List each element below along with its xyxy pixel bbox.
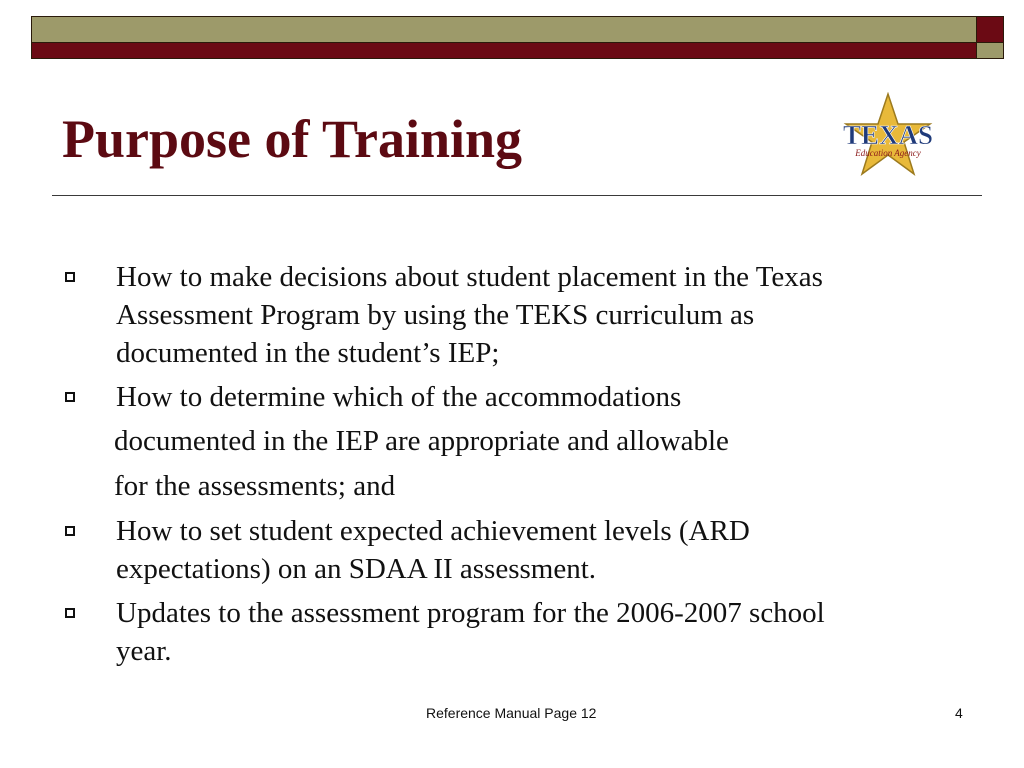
list-item-line: year.	[116, 635, 172, 667]
list-item-line: documented in the student’s IEP;	[116, 337, 500, 369]
square-bullet-icon	[65, 526, 75, 536]
header-bar-red	[31, 42, 977, 59]
page-number: 4	[955, 705, 963, 721]
list-item-line: expectations) on an SDAA II assessment.	[116, 553, 597, 585]
logo-sub-text: Education Agency	[855, 148, 921, 158]
header-bar-olive	[31, 16, 977, 43]
slide-title: Purpose of Training	[62, 109, 523, 169]
list-item-line: How to make decisions about student placement in the Texas	[116, 261, 823, 293]
list-item	[62, 594, 962, 670]
square-bullet-icon	[65, 608, 75, 618]
list-item-line: Assessment Program by using the TEKS curriculum as	[116, 299, 755, 331]
header-corner-red	[976, 16, 1004, 43]
header-corner-olive	[976, 42, 1004, 59]
title-divider	[52, 195, 982, 196]
list-item-line: How to set student expected achievement levels (ARD	[116, 515, 750, 547]
continuation-line: for the assessments; and	[114, 470, 396, 502]
list-item	[62, 512, 962, 588]
bullet-list	[62, 258, 962, 676]
footer-reference: Reference Manual Page 12	[426, 705, 597, 721]
square-bullet-icon	[65, 392, 75, 402]
list-item-line: Updates to the assessment program for the 2006-2007 school	[116, 597, 825, 629]
list-item	[62, 378, 962, 416]
list-item-line: How to determine which of the accommodations	[116, 381, 682, 413]
continuation-line: documented in the IEP are appropriate and allowable	[114, 425, 729, 457]
texas-star-logo	[834, 92, 942, 180]
square-bullet-icon	[65, 272, 75, 282]
list-item	[62, 258, 962, 372]
logo-main-text: TEXAS	[842, 120, 934, 150]
